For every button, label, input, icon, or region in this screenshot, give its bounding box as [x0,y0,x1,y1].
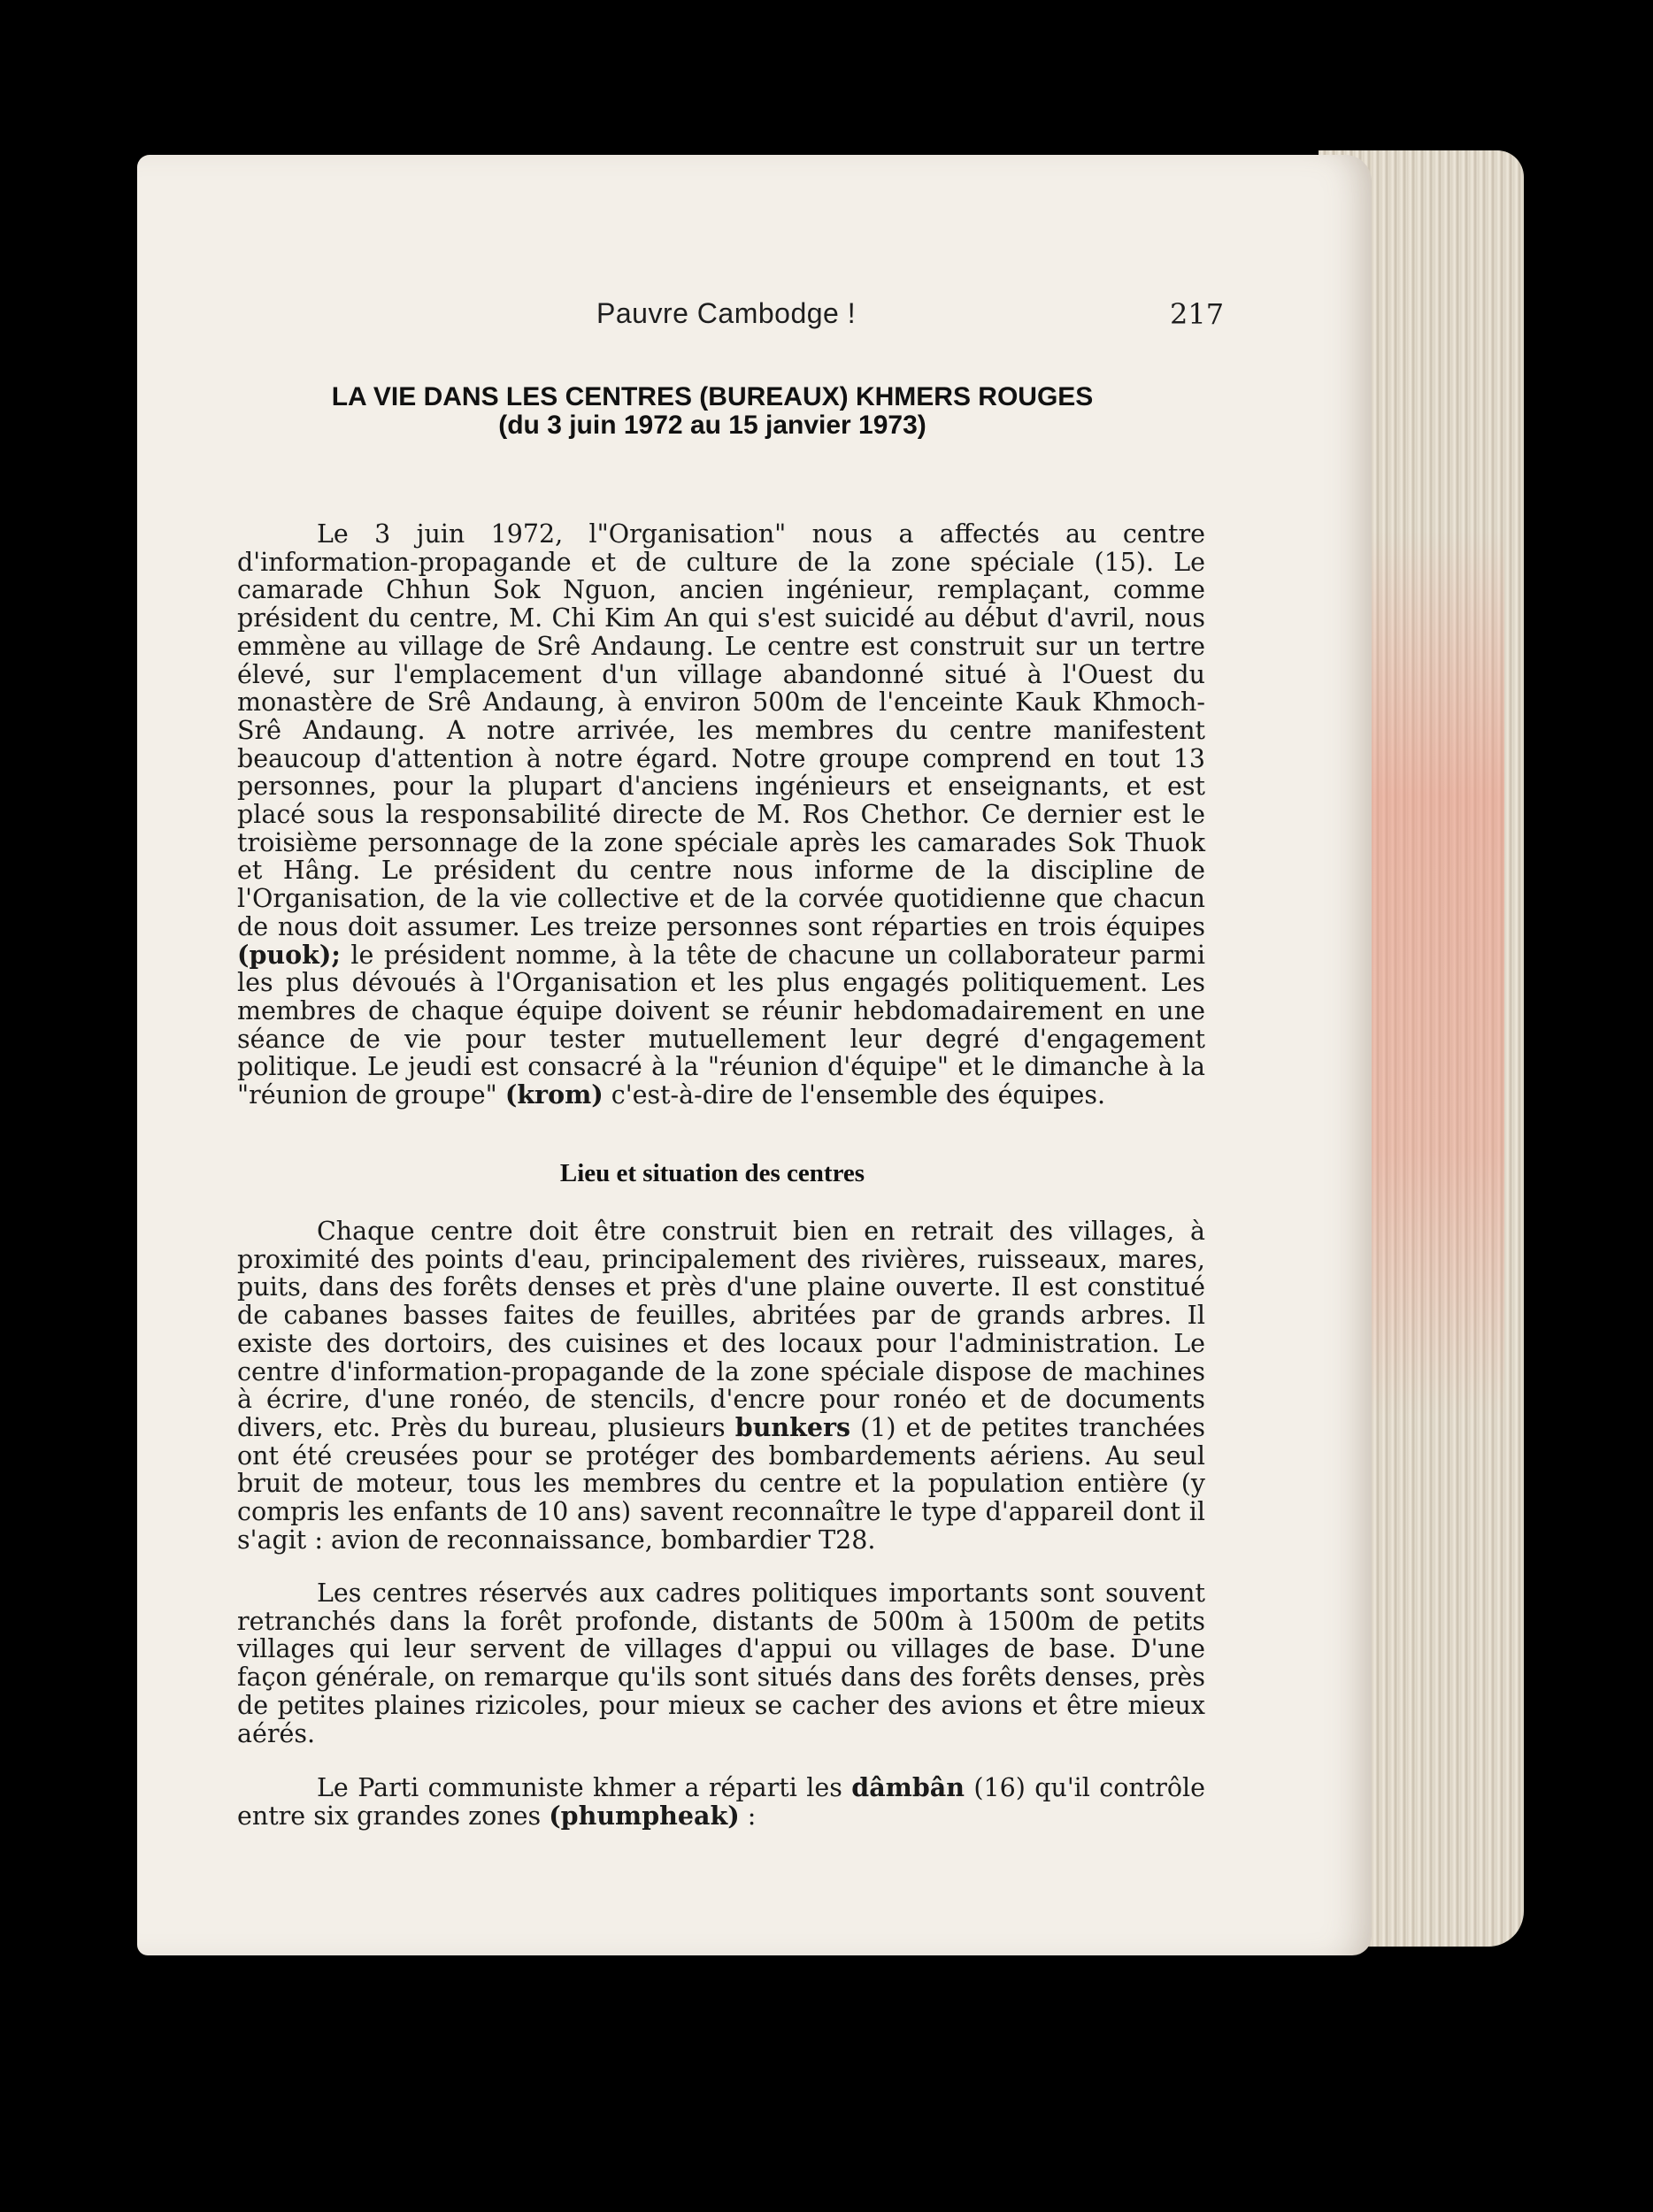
term-krom: (krom) [504,1079,604,1110]
text-run: le président nomme, à la tête de chacune un collaborateur parmi les plus dévoués à l'Organisation et les plus engagés politiquement. Les membres de chaque équipe doivent se réunir hebdomadairement en une séance de vie pour tester mutuellement leur degré d'engagement politique. Le jeudi est consacré à la "réunion d'équipe" et le dimanche à la "réunion de groupe" [237,940,1205,1110]
text-run: c'est-à-dire de l'ensemble des équipes. [603,1080,1106,1110]
text-run: Chaque centre doit être construit bien en retrait des villages, à proximité des points d'eau, principalement des rivières, ruisseaux, mares, puits, dans des forêts denses et près d'une plaine ouverte. Il est constitué de cabanes basses faites de feuilles, abritées par de grands arbres. Il existe des dortoirs, des cuisines et des locaux pour l'administration. Le centre d'information-propagande de la zone spéciale dispose de machines à écrire, d'une ronéo, de stencils, d'encre pour ronéo et de documents divers, etc. Près du bureau, plusieurs [237,1217,1205,1442]
term-bunkers: bunkers [734,1411,851,1442]
paragraph-political-centres [237,1579,1205,1747]
text-run: Les centres réservés aux cadres politiques importants sont souvent retranchés dans la forêt profonde, distants de 500m à 1500m de petits villages qui leur servent de villages d'appui ou villages de base. D'une façon générale, on remarque qu'ils sont situés dans des forêts denses, près de petites plaines rizicoles, pour mieux se cacher des avions et être mieux aérés. [237,1578,1205,1748]
chapter-subtitle: (du 3 juin 1972 au 15 janvier 1973) [498,411,926,440]
term-phumpheak: (phumpheak) [549,1800,740,1831]
text-run: : [739,1801,757,1831]
text-run: Le Parti communiste khmer a réparti les [317,1773,852,1802]
paragraph-zones [237,1774,1205,1830]
section-heading: Lieu et situation des centres [559,1159,865,1187]
paragraph-arrival [237,520,1205,1110]
term-puok: (puok); [237,939,341,970]
term-damban: dâmbân [851,1772,965,1802]
paragraph-centre-location [237,1217,1205,1554]
text-run: Le 3 juin 1972, l"Organisation" nous a affectés au centre d'information-propagande et de culture de la zone spéciale (15). Le camarade Chhun Sok Nguon, ancien ingénieur, remplaçant, comme président du centre, M. Chi Kim An qui s'est suicidé au début d'avril, nous emmène au village de Srê Andaung. Le centre est construit sur un tertre élevé, sur l'emplacement d'un village abandonné situé à l'Ouest du monastère de Srê Andaung, à environ 500m de l'enceinte Kauk Khmoch-Srê Andaung. A notre arrivée, les membres du centre manifestent beaucoup d'attention à notre égard. Notre groupe comprend en tout 13 personnes, pour la plupart d'anciens ingénieurs et enseignants, et est placé sous la responsabilité directe de M. Ros Chethor. Ce dernier est le troisième personnage de la zone spéciale après les camarades Sok Thuok et Hâng. Le président du centre nous informe de la discipline de l'Organisation, de la vie collective et de la corvée quotidienne que chacun de nous doit assumer. Les treize personnes sont réparties en trois équipes [237,519,1205,941]
chapter-title: LA VIE DANS LES CENTRES (BUREAUX) KHMERS ROUGES [331,382,1094,411]
running-header-title: Pauvre Cambodge ! [596,297,857,329]
text-run: (1) et de petites tranchées ont été creusées pour se protéger des bombardements aériens. Au seul bruit de moteur, tous les membres du centre et la population entière (y compris les enfants de 10 ans) savent reconnaître le type d'appareil dont il s'agit : avion de reconnaissance, bombardier T28. [237,1412,1205,1555]
text-run: (16) qu'il contrôle entre six grandes zones [237,1773,1205,1831]
page-number: 217 [1170,297,1225,331]
